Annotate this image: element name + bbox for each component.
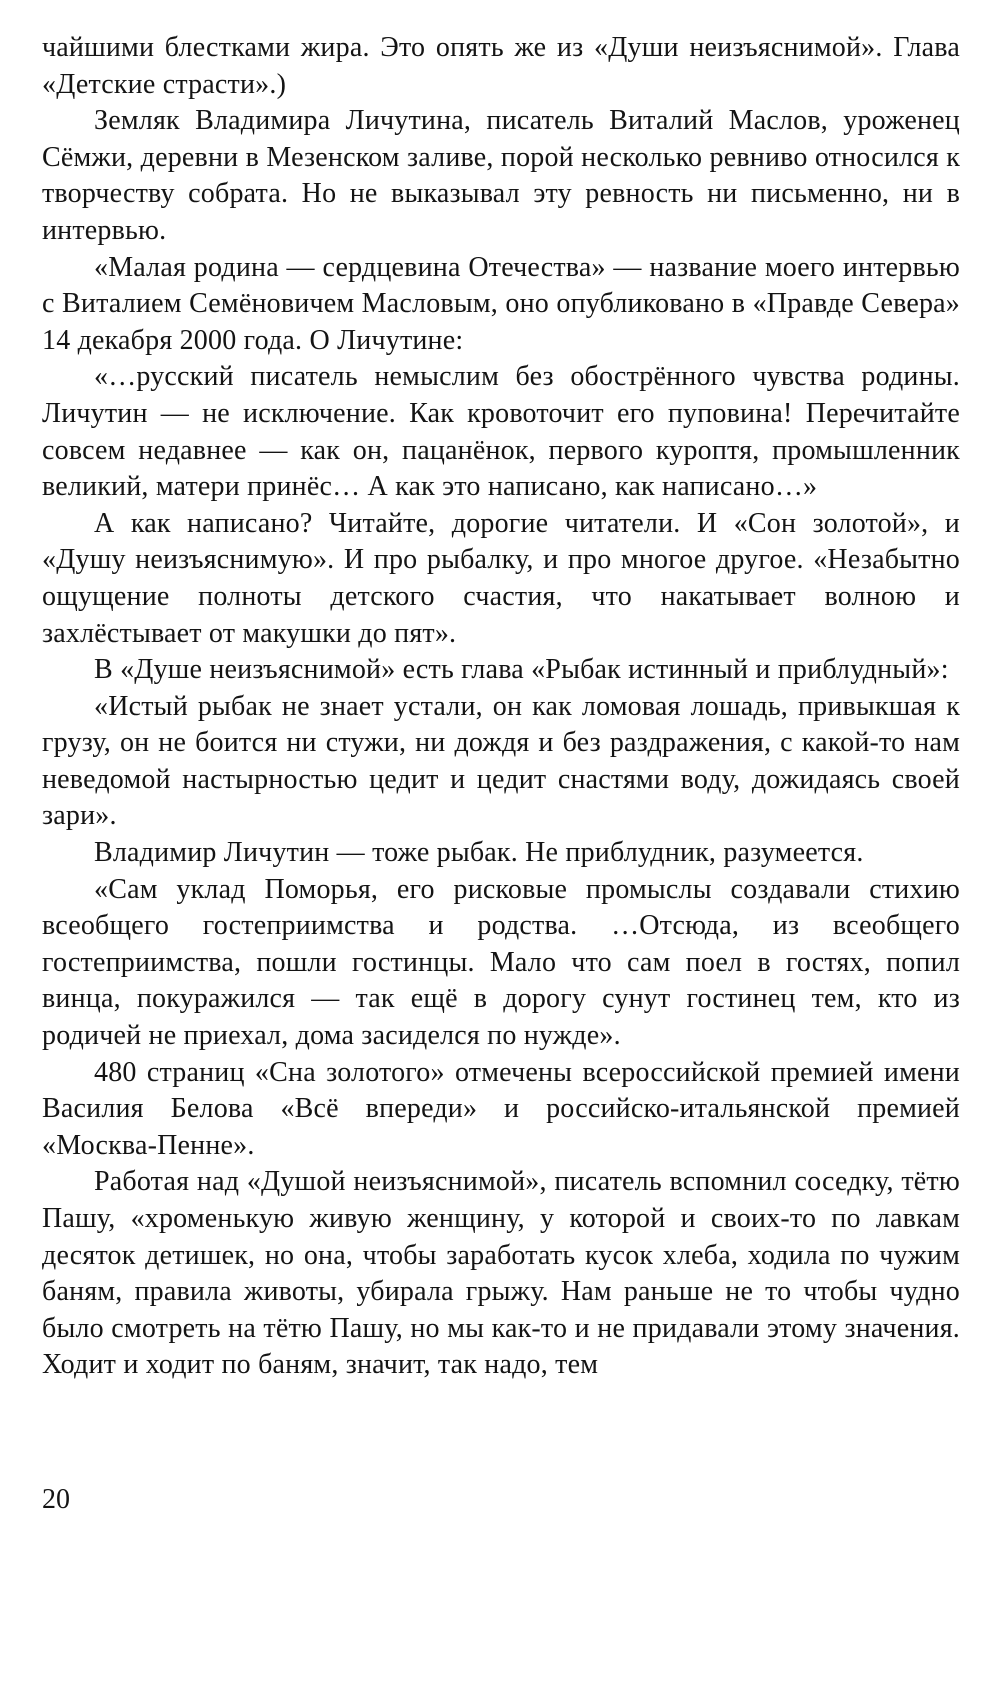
- paragraph: «…русский писатель немыслим без обострённого чувства родины. Личутин — не исключение. Как кровоточит его пуповина! Перечитайте совсем недавнее — как он, пацанёнок, первого куроптя, промышленник великий, матери принёс… А как это написано, как написано…»: [42, 361, 960, 503]
- paragraph: Владимир Личутин — тоже рыбак. Не приблудник, разумеется.: [94, 837, 864, 869]
- paragraph: В «Душе неизъяснимой» есть глава «Рыбак истинный и приблудный»:: [94, 654, 949, 686]
- page-text: [42, 30, 960, 1384]
- paragraph: «Сам уклад Поморья, его рисковые промыслы создавали стихию всеобщего гостеприимства и родства. …Отсюда, из всеобщего гостеприимства, пошли гостинцы. Мало что сам поел в гостях, попил винца, покуражился — так ещё в дорогу сунут гостинец тем, кто из родичей не приехал, дома засиделся по нужде».: [42, 873, 960, 1052]
- paragraph: А как написано? Читайте, дорогие читатели. И «Сон золотой», и «Душу неизъяснимую». И про рыбалку, и про многое другое. «Незабытно ощущение полноты детского счастия, что накатывает волною и захлёстывает от макушки до пят».: [42, 507, 960, 649]
- paragraph: чайшими блестками жира. Это опять же из «Души неизъяснимой». Глава «Детские страсти».): [42, 32, 960, 100]
- paragraph: «Истый рыбак не знает устали, он как ломовая лошадь, привыкшая к грузу, он не боится ни стужи, ни дождя и без раздражения, с какой-то нам неведомой настырностью цедит и цедит снастями воду, дожидаясь своей зари».: [42, 690, 960, 832]
- paragraph: «Малая родина — сердцевина Отечества» — название моего интервью с Виталием Семёновичем Масловым, оно опубликовано в «Правде Севера» 14 декабря 2000 года. О Личутине:: [42, 251, 960, 356]
- paragraph: Работая над «Душой неизъяснимой», писатель вспомнил соседку, тётю Пашу, «хроменькую живую женщину, у которой и своих-то по лавкам десяток детишек, но она, чтобы заработать кусок хлеба, ходила по чужим баням, правила животы, убирала грыжу. Нам раньше не то чтобы чудно было смотреть на тётю Пашу, но мы как-то и не придавали этому значения. Ходит и ходит по баням, значит, так надо, тем: [42, 1166, 960, 1381]
- paragraph: 480 страниц «Сна золотого» отмечены всероссийской премией имени Василия Белова «Всё впереди» и российско-итальянской премией «Москва-Пенне».: [42, 1056, 960, 1161]
- paragraph: Земляк Владимира Личутина, писатель Виталий Маслов, уроженец Сёмжи, деревни в Мезенском заливе, порой несколько ревниво относился к творчеству собрата. Но не выказывал эту ревность ни письменно, ни в интервью.: [42, 105, 960, 246]
- page-number: 20: [42, 1484, 70, 1515]
